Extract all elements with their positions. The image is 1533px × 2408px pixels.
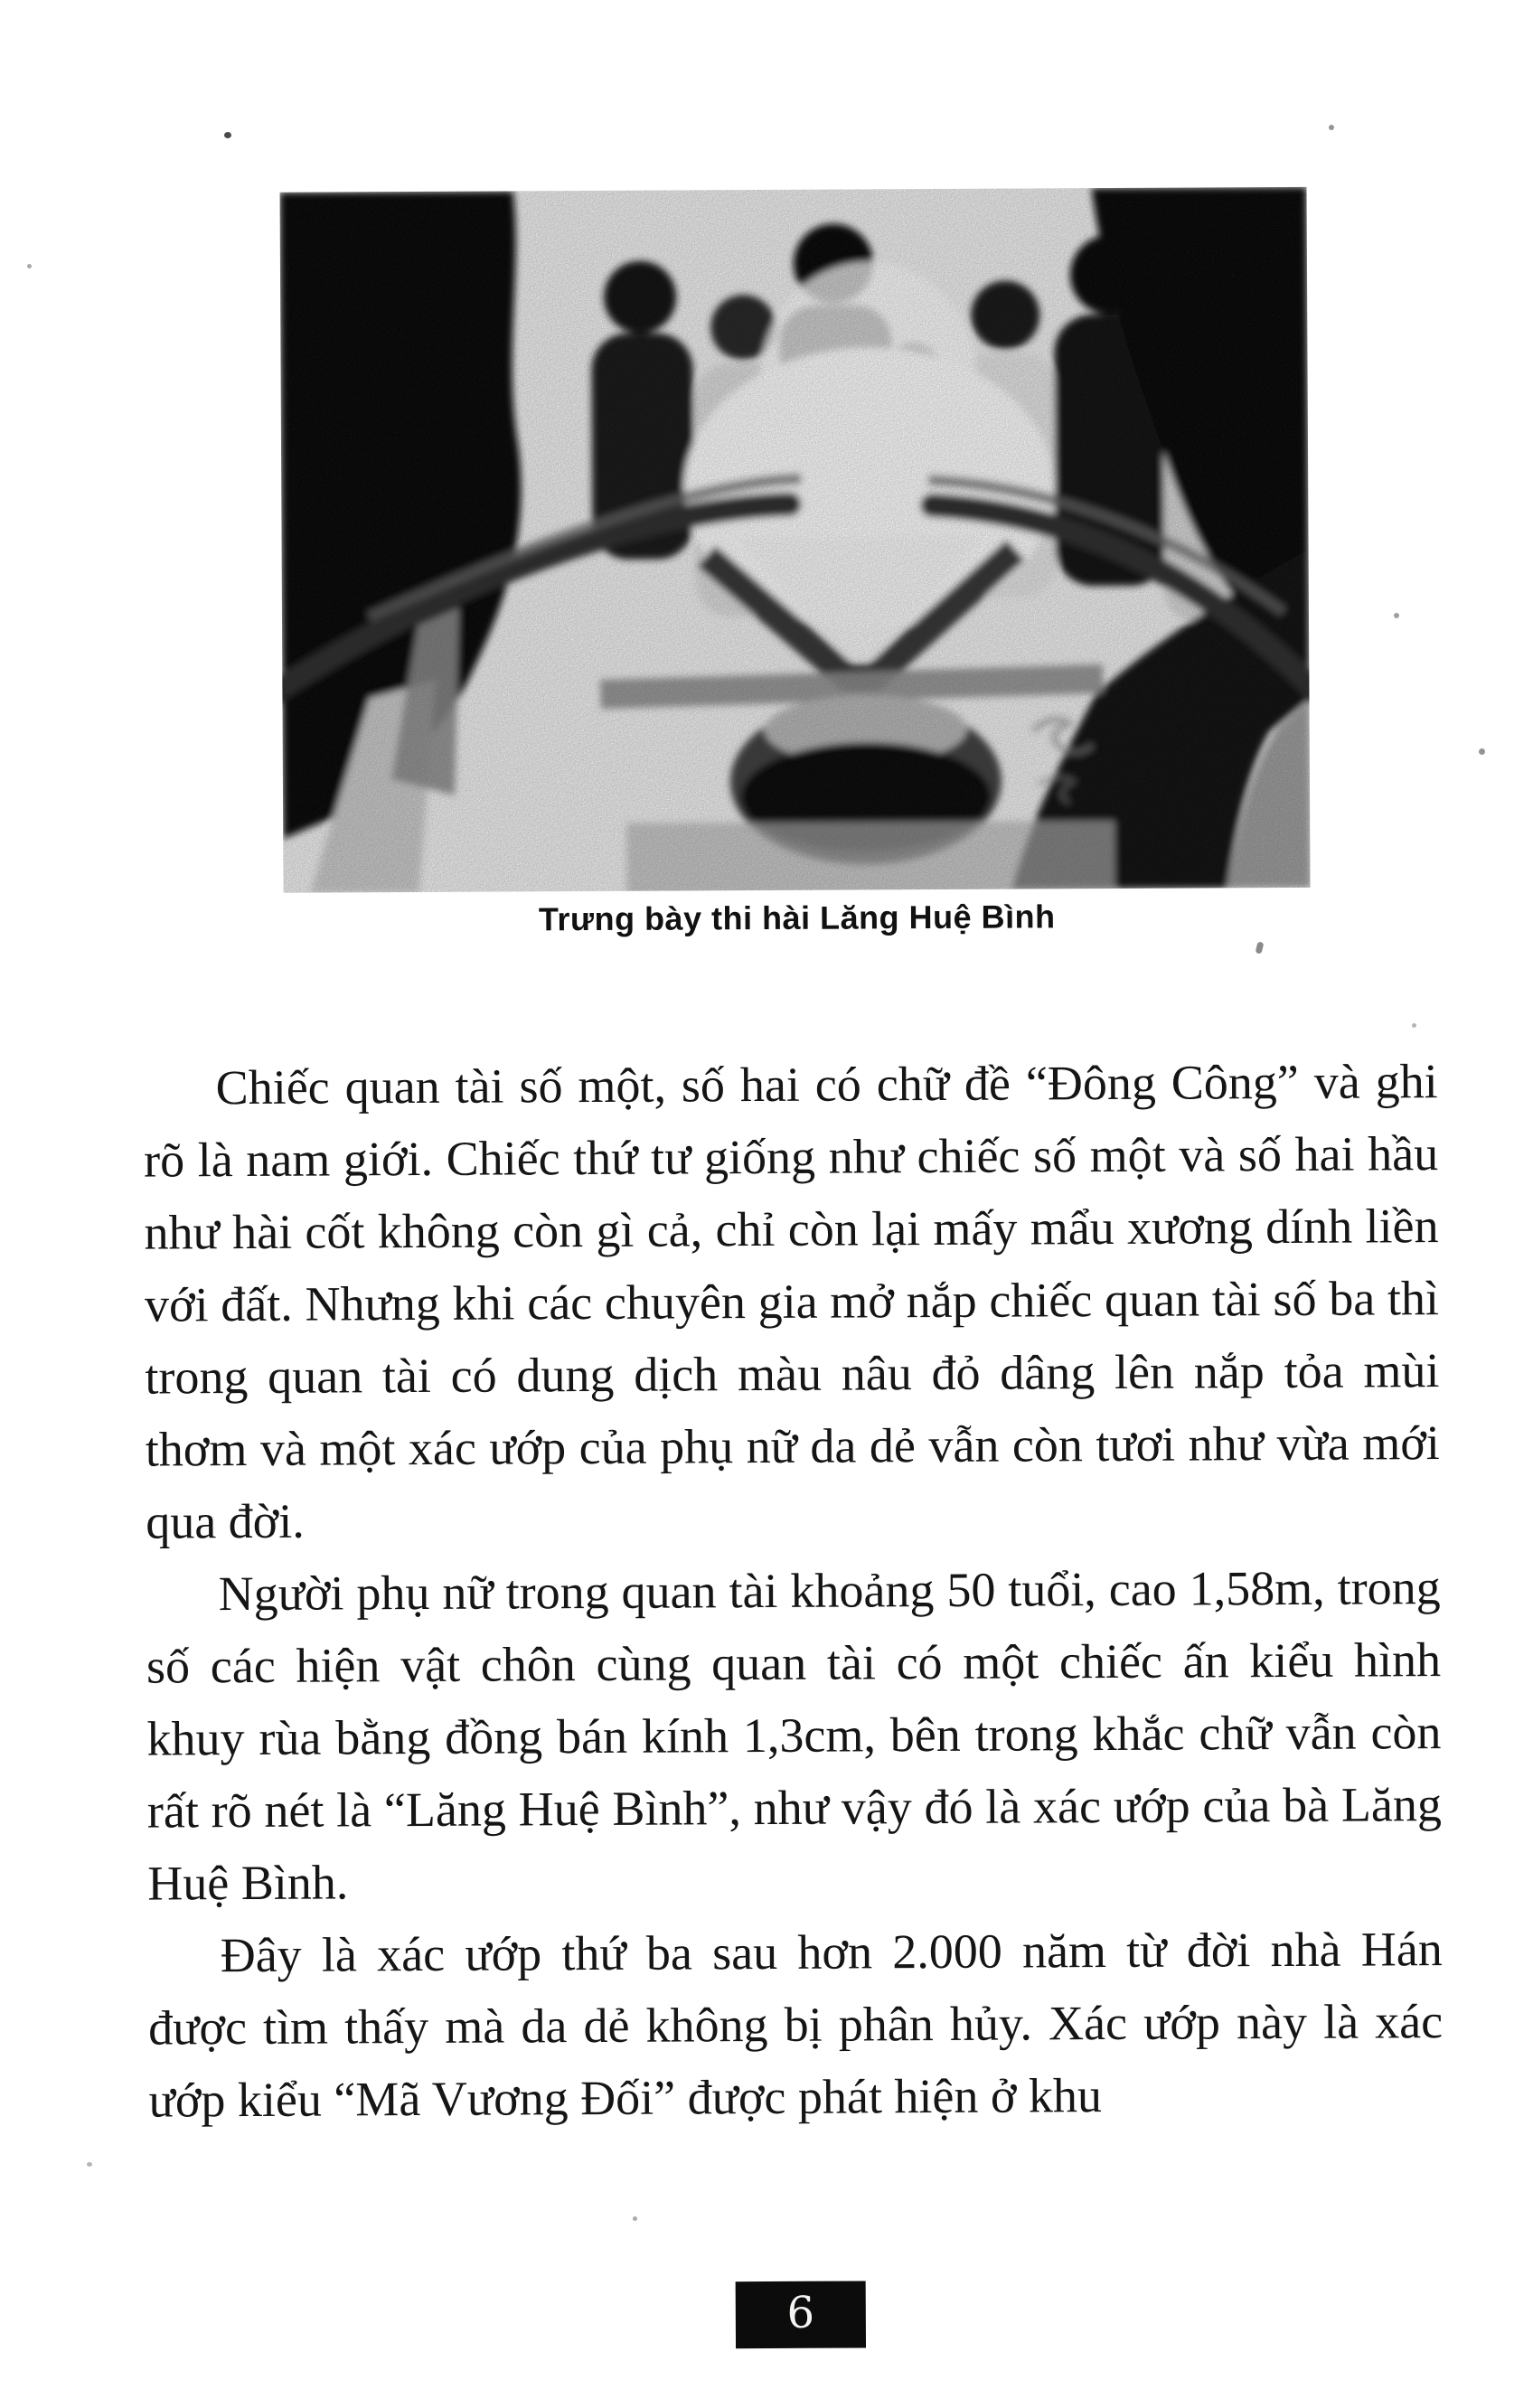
body-text [144,1045,1444,2136]
paragraph-2: Người phụ nữ trong quan tài khoảng 50 tuổi, cao 1,58m, trong số các hiện vật chôn cùng quan tài có một chiếc ấn kiểu hình khuy rùa bằng đồng bán kính 1,3cm, bên trong khắc chữ vẫn còn rất rõ nét là “Lăng Huệ Bình”, như vậy đó là xác ướp của bà Lăng Huệ Bình. [146,1560,1443,1911]
scan-speck [27,264,32,268]
page-number: 6 [786,2287,815,2338]
scan-speck [1412,1023,1416,1028]
paragraph-1: Chiếc quan tài số một, số hai có chữ đề “Đông Công” và ghi rõ là nam giới. Chiếc thứ tư giống như chiếc số một và số hai hầu như hài cốt không còn gì cả, chỉ còn lại mấy mẩu xương dính liền với đất. Nhưng khi các chuyên gia mở nắp chiếc quan tài số ba thì trong quan tài có dung dịch màu nâu đỏ dâng lên nắp tỏa mùi thơm và một xác ướp của phụ nữ da dẻ vẫn còn tươi như vừa mới qua đời. [143,1054,1440,1549]
paragraph-3: Đây là xác ướp thứ ba sau hơn 2.000 năm từ đời nhà Hán được tìm thấy mà da dẻ không bị phân hủy. Xác ướp này là xác ướp kiểu “Mã Vương Đối” được phát hiện ở khu [148,1922,1444,2128]
exhibition-photo-graphic [280,187,1311,893]
scan-speck [633,2216,637,2221]
exhibition-photo [280,187,1311,893]
scan-speck [1479,748,1485,755]
scan-speck [224,132,231,138]
scan-speck [1329,125,1334,130]
scan-speck [1394,613,1399,618]
scan-speck [87,2162,92,2167]
photo-caption: Trưng bày thi hài Lăng Huệ Bình [538,898,1056,938]
page-number-box [736,2281,866,2348]
